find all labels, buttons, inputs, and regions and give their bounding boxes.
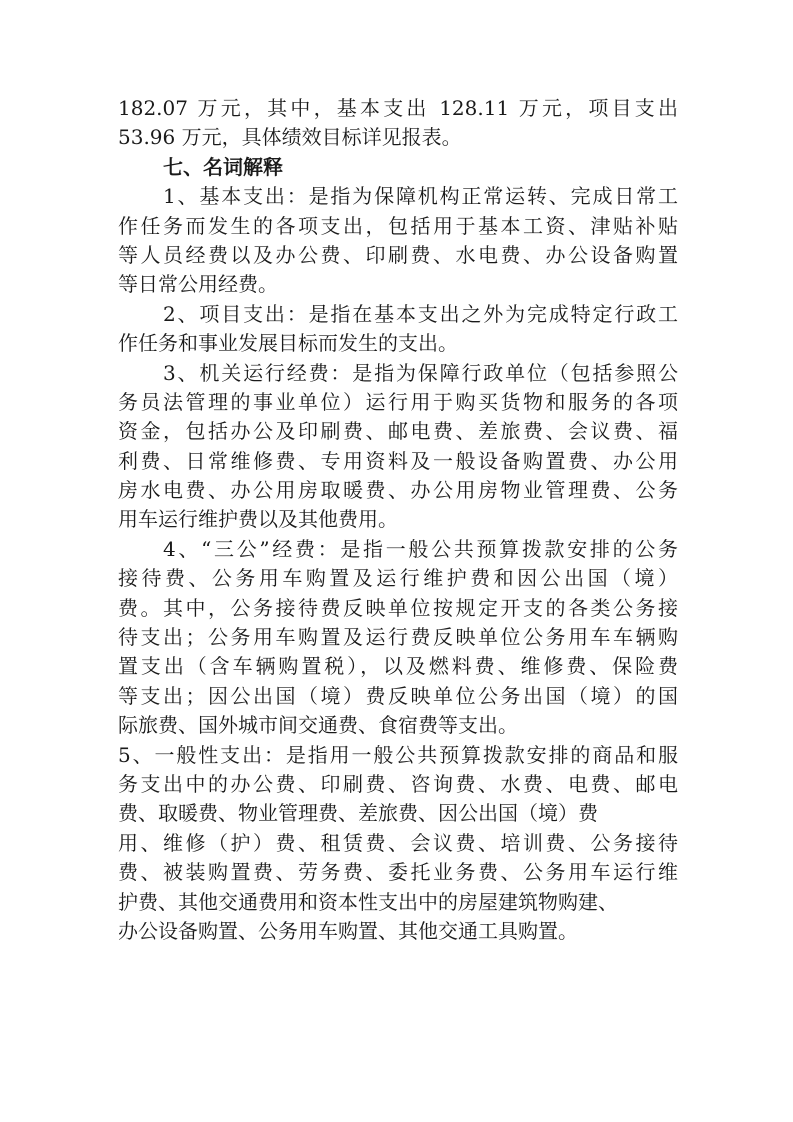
text-line: 5、一般性支出：是指用一般公共预算拨款安排的商品和服 xyxy=(118,742,678,767)
text-line: 办公设备购置、公务用车购置、其他交通工具购置。 xyxy=(118,918,578,943)
text-line: 53.96 万元，具体绩效目标详见报表。 xyxy=(118,125,462,150)
text-line: 利费、日常维修费、专用资料及一般设备购置费、办公用 xyxy=(118,448,678,473)
text-line: 务支出中的办公费、印刷费、咨询费、水费、电费、邮电 xyxy=(118,771,678,796)
text-line: 费、被装购置费、劳务费、委托业务费、公务用车运行维 xyxy=(118,860,678,885)
text-line: 接待费、公务用车购置及运行维护费和因公出国（境） xyxy=(118,566,678,591)
text-line: 4、“三公”经费：是指一般公共预算拨款安排的公务 xyxy=(163,536,678,561)
text-line: 作任务而发生的各项支出，包括用于基本工资、津贴补贴 xyxy=(118,213,678,238)
text-line: 等支出；因公出国（境）费反映单位公务出国（境）的国 xyxy=(118,683,678,708)
text-line: 房水电费、办公用房取暖费、办公用房物业管理费、公务 xyxy=(118,478,678,503)
text-line: 费、取暖费、物业管理费、差旅费、因公出国（境）费 xyxy=(118,801,598,826)
text-line: 际旅费、国外城市间交通费、食宿费等支出。 xyxy=(118,713,518,738)
text-line: 用车运行维护费以及其他费用。 xyxy=(118,507,398,532)
text-line: 182.07 万元，其中，基本支出 128.11 万元，项目支出 xyxy=(118,96,678,120)
text-line: 作任务和事业发展目标而发生的支出。 xyxy=(118,331,458,356)
text-line: 费。其中，公务接待费反映单位按规定开支的各类公务接 xyxy=(118,595,678,620)
text-line: 1、基本支出：是指为保障机构正常运转、完成日常工 xyxy=(163,184,678,209)
text-line: 护费、其他交通费用和资本性支出中的房屋建筑物购建、 xyxy=(118,889,618,914)
document-body xyxy=(118,94,678,946)
text-line: 务员法管理的事业单位）运行用于购买货物和服务的各项 xyxy=(118,389,678,414)
text-line: 待支出；公务用车购置及运行费反映单位公务用车车辆购 xyxy=(118,625,678,650)
text-line: 用、维修（护）费、租赁费、会议费、培训费、公务接待 xyxy=(118,830,678,855)
text-line: 2、项目支出：是指在基本支出之外为完成特定行政工 xyxy=(163,301,678,326)
text-line: 3、机关运行经费：是指为保障行政单位（包括参照公 xyxy=(163,360,678,385)
text-line: 等人员经费以及办公费、印刷费、水电费、办公设备购置 xyxy=(118,242,678,267)
text-line: 等日常公用经费。 xyxy=(118,272,278,297)
section-heading: 七、名词解释 xyxy=(163,154,283,179)
text-line: 置支出（含车辆购置税），以及燃料费、维修费、保险费 xyxy=(118,654,678,679)
text-line: 资金，包括办公及印刷费、邮电费、差旅费、会议费、福 xyxy=(118,419,678,444)
